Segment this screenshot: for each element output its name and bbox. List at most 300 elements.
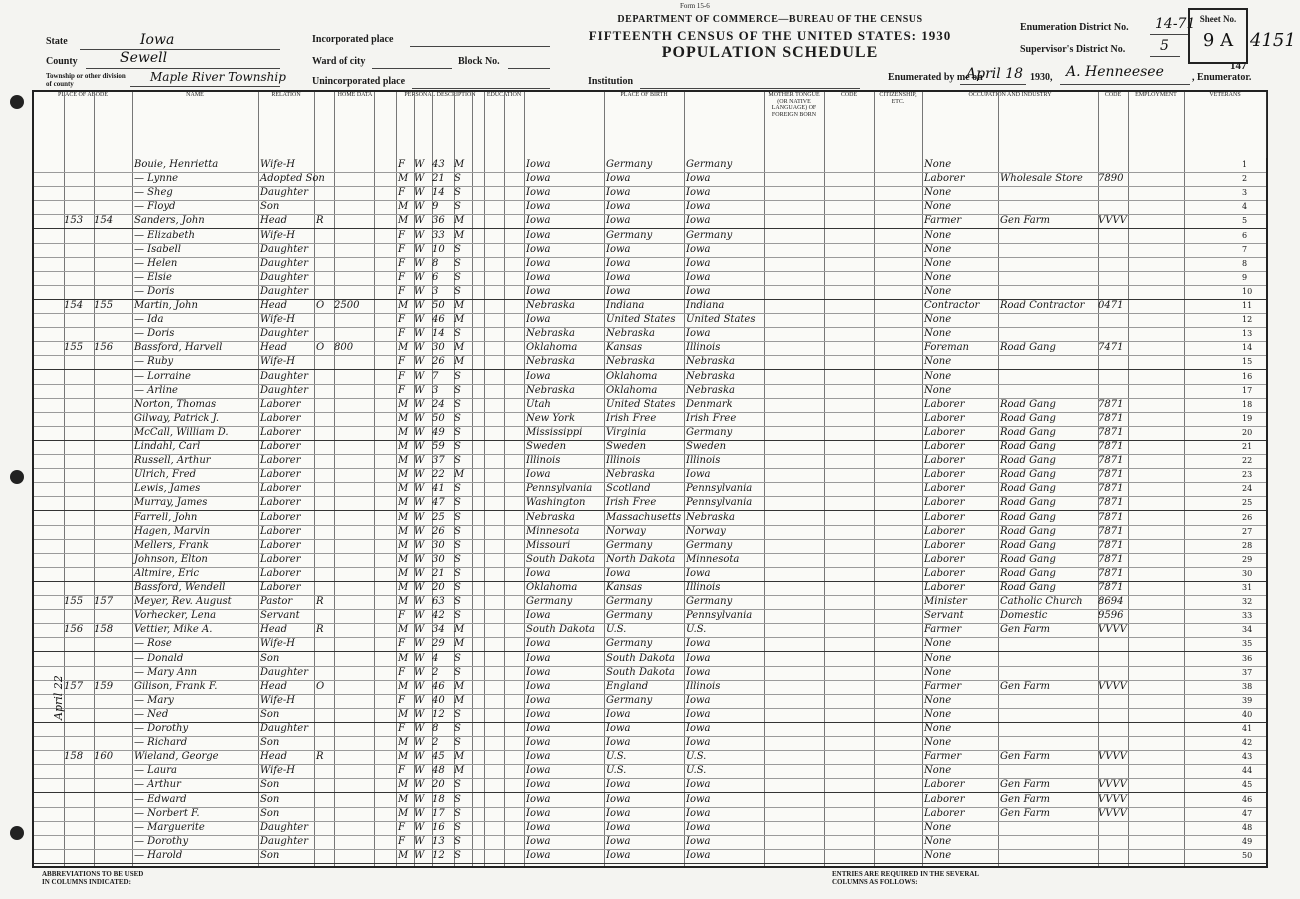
cell-ind (1000, 200, 1096, 214)
line-number: 45 (1242, 780, 1253, 790)
cell-father: Germany (606, 539, 653, 551)
cell-fam (94, 694, 130, 708)
cell-rel: Son (260, 807, 280, 819)
cell-mother: Indiana (686, 300, 725, 311)
line-number: 6 (1242, 230, 1248, 240)
line-number: 47 (1242, 808, 1253, 818)
cell-fam (94, 525, 130, 539)
cell-birth: Nebraska (526, 511, 575, 523)
cell-dw (64, 581, 92, 595)
cell-race: W (414, 723, 425, 734)
cell-ind (1000, 666, 1096, 680)
table-row (34, 257, 1266, 272)
cell-ms: S (454, 610, 461, 622)
cell-own (316, 553, 334, 567)
cell-ind (1000, 229, 1096, 243)
cell-code (1098, 722, 1128, 736)
cell-father: Iowa (606, 257, 631, 269)
cell-race: W (414, 441, 425, 452)
cell-name: — Harold (134, 849, 183, 861)
cell-own (316, 313, 334, 327)
cell-age: 46 (432, 680, 445, 692)
cell-mother: Iowa (686, 708, 711, 720)
line-number: 28 (1242, 540, 1253, 550)
cell-mother: Iowa (686, 835, 711, 847)
cell-name: — Norbert F. (134, 807, 200, 819)
cell-code (1098, 229, 1128, 243)
cell-birth: Iowa (526, 765, 551, 777)
cell-father: North Dakota (606, 553, 676, 565)
line-number: 32 (1242, 597, 1253, 607)
cell-sex: M (398, 624, 409, 636)
col-veterans: VETERANS (1184, 92, 1267, 158)
cell-sex: M (398, 342, 409, 354)
cell-rel: Daughter (260, 723, 308, 734)
cell-ms: S (454, 807, 461, 819)
table-row (34, 355, 1266, 370)
cell-val (334, 553, 370, 567)
cell-code (1098, 355, 1128, 369)
line-number: 2 (1242, 174, 1248, 184)
cell-rel: Daughter (260, 835, 308, 847)
cell-father: Germany (606, 610, 653, 622)
cell-age: 48 (432, 765, 445, 777)
cell-race: W (414, 596, 425, 608)
cell-father: U.S. (606, 765, 627, 777)
line-number: 23 (1242, 470, 1253, 480)
cell-own (316, 496, 334, 510)
cell-code: VVVV (1098, 807, 1127, 819)
cell-father: Norway (606, 525, 646, 537)
cell-sex: M (398, 737, 409, 749)
cell-dw (64, 666, 92, 680)
block-label: Block No. (458, 56, 500, 67)
cell-mother: Iowa (686, 652, 711, 664)
cell-name: — Sheg (134, 187, 173, 199)
cell-val (334, 243, 370, 257)
cell-father: Iowa (606, 271, 631, 283)
cell-father: Kansas (606, 342, 643, 354)
line-number: 29 (1242, 554, 1253, 564)
line-number: 3 (1242, 188, 1248, 198)
cell-fam: 158 (94, 624, 114, 636)
cell-sex: F (398, 187, 405, 199)
cell-rel: Head (260, 300, 288, 311)
cell-dw (64, 370, 92, 384)
cell-mother: Nebraska (686, 511, 735, 523)
cell-birth: Iowa (526, 610, 551, 622)
cell-mother: Iowa (686, 187, 711, 199)
cell-mother: Iowa (686, 821, 711, 833)
cell-sex: M (398, 793, 409, 805)
cell-name: — Arthur (134, 779, 181, 791)
cell-ms: S (454, 652, 461, 664)
table-row (34, 271, 1266, 286)
col-name: NAME (132, 92, 259, 158)
table-row (34, 327, 1266, 342)
cell-birth: Iowa (526, 173, 551, 185)
cell-ms: S (454, 328, 461, 340)
cell-val (334, 398, 370, 412)
cell-fam (94, 384, 130, 398)
cell-father: Iowa (606, 173, 631, 185)
cell-birth: Iowa (526, 215, 551, 227)
cell-ind: Road Gang (1000, 497, 1056, 509)
cell-fam (94, 313, 130, 327)
cell-own (316, 609, 334, 623)
line-number: 43 (1242, 752, 1253, 762)
line-number: 8 (1242, 258, 1248, 268)
cell-own (316, 807, 334, 821)
cell-rel: Son (260, 652, 280, 664)
cell-birth: Missouri (526, 539, 571, 551)
cell-dw (64, 468, 92, 482)
cell-father: United States (606, 398, 676, 410)
supervisor-label: Supervisor's District No. (1020, 44, 1126, 55)
cell-occ: None (924, 187, 952, 199)
cell-fam (94, 158, 130, 172)
enumerator-label: , Enumerator. (1192, 72, 1252, 83)
enumerator-signature: A. Henneesee (1066, 64, 1164, 80)
cell-birth: Iowa (526, 666, 551, 678)
cell-sex: F (398, 271, 405, 283)
line-number: 16 (1242, 371, 1253, 381)
cell-ind: Road Gang (1000, 412, 1056, 424)
cell-sex: M (398, 849, 409, 861)
line-number: 21 (1242, 442, 1253, 451)
cell-birth: Iowa (526, 187, 551, 199)
cell-birth: Nebraska (526, 384, 575, 396)
cell-own: R (316, 624, 324, 636)
cell-rel: Head (260, 342, 288, 354)
cell-own (316, 652, 334, 666)
cell-own (316, 398, 334, 412)
cell-ind: Road Gang (1000, 511, 1056, 523)
cell-ms: M (454, 314, 465, 326)
cell-name: — Richard (134, 737, 188, 749)
cell-ind (1000, 637, 1096, 651)
cell-code (1098, 708, 1128, 722)
cell-dw (64, 835, 92, 849)
cell-name: — Arline (134, 384, 178, 396)
cell-rel: Son (260, 793, 280, 805)
cell-ind: Road Gang (1000, 539, 1056, 551)
footer (32, 866, 1264, 896)
col-code: CODE (824, 92, 875, 158)
cell-own (316, 821, 334, 835)
cell-rel: Son (260, 849, 280, 861)
institution-label: Institution (588, 76, 634, 87)
table-row (34, 511, 1266, 526)
table-row (34, 793, 1266, 808)
cell-fam (94, 764, 130, 778)
cell-father: Sweden (606, 441, 647, 452)
cell-race: W (414, 751, 425, 763)
cell-dw (64, 821, 92, 835)
cell-own: R (316, 751, 324, 763)
cell-rel: Laborer (260, 441, 301, 452)
line-number: 19 (1242, 413, 1253, 423)
cell-rel: Daughter (260, 257, 308, 269)
cell-dw: 153 (64, 215, 84, 227)
cell-name: Farrell, John (134, 511, 198, 523)
cell-sex: F (398, 821, 405, 833)
cell-dw (64, 412, 92, 426)
cell-code (1098, 652, 1128, 666)
cell-own: O (316, 680, 325, 692)
cell-dw (64, 426, 92, 440)
cell-rel: Wife-H (260, 765, 296, 777)
cell-dw: 157 (64, 680, 84, 692)
cell-mother: Germany (686, 159, 733, 170)
cell-name: — Ruby (134, 356, 174, 368)
cell-ind: Road Gang (1000, 455, 1056, 467)
cell-own (316, 736, 334, 750)
enumerated-year: 1930, (1030, 72, 1053, 83)
cell-age: 21 (432, 567, 445, 579)
cell-occ: Laborer (924, 173, 965, 185)
page-number: 147 (1230, 60, 1247, 72)
cell-val (334, 440, 370, 454)
cell-race: W (414, 779, 425, 791)
cell-ind (1000, 327, 1096, 341)
cell-age: 4 (432, 652, 439, 664)
cell-own (316, 849, 334, 863)
cell-sex: M (398, 779, 409, 791)
cell-ms: S (454, 567, 461, 579)
cell-age: 26 (432, 356, 445, 368)
cell-sex: F (398, 159, 405, 170)
cell-birth: Iowa (526, 849, 551, 861)
sheet-number-box (1188, 8, 1248, 64)
cell-name: — Isabell (134, 243, 181, 255)
cell-own (316, 285, 334, 299)
cell-code: VVVV (1098, 680, 1127, 692)
cell-ms: M (454, 680, 465, 692)
cell-code: 7871 (1098, 455, 1124, 467)
cell-ind (1000, 186, 1096, 200)
cell-sex: M (398, 680, 409, 692)
table-row (34, 285, 1266, 300)
cell-father: Iowa (606, 835, 631, 847)
cell-own: R (316, 596, 324, 608)
cell-father: Iowa (606, 821, 631, 833)
cell-birth: Oklahoma (526, 342, 578, 354)
cell-age: 8 (432, 257, 439, 269)
col-citizenship: CITIZENSHIP, ETC. (874, 92, 923, 158)
cell-mother: Illinois (686, 342, 721, 354)
table-row (34, 539, 1266, 554)
cell-ms: S (454, 511, 461, 523)
cell-age: 13 (432, 835, 445, 847)
cell-own (316, 412, 334, 426)
line-number: 15 (1242, 357, 1253, 367)
cell-own: O (316, 300, 325, 311)
cell-val (334, 412, 370, 426)
cell-father: U.S. (606, 751, 627, 763)
cell-dw (64, 229, 92, 243)
cell-rel: Head (260, 680, 288, 692)
cell-ms: S (454, 370, 461, 382)
cell-dw (64, 482, 92, 496)
cell-fam: 155 (94, 300, 114, 311)
table-row (34, 652, 1266, 667)
cell-race: W (414, 314, 425, 326)
cell-sex: M (398, 807, 409, 819)
cell-age: 2 (432, 666, 439, 678)
schedule-title: POPULATION SCHEDULE (661, 44, 879, 61)
cell-code: VVVV (1098, 779, 1127, 791)
line-number: 22 (1242, 456, 1253, 466)
cell-rel: Laborer (260, 426, 301, 438)
cell-name: Hagen, Marvin (134, 525, 211, 537)
cell-code (1098, 821, 1128, 835)
cell-fam (94, 511, 130, 525)
cell-fam: 157 (94, 596, 114, 608)
cell-birth: South Dakota (526, 553, 595, 565)
cell-rel: Son (260, 708, 280, 720)
cell-occ: Minister (924, 596, 967, 608)
cell-fam (94, 370, 130, 384)
cell-sex: M (398, 441, 409, 452)
cell-code (1098, 736, 1128, 750)
cell-code (1098, 384, 1128, 398)
cell-val (334, 567, 370, 581)
cell-occ: Laborer (924, 469, 965, 481)
cell-name: — Rose (134, 638, 172, 650)
cell-birth: Iowa (526, 243, 551, 255)
cell-name: — Dorothy (134, 723, 189, 734)
cell-age: 59 (432, 441, 445, 452)
cell-race: W (414, 412, 425, 424)
binder-hole (10, 470, 24, 484)
cell-race: W (414, 567, 425, 579)
line-number: 18 (1242, 399, 1253, 409)
cell-dw (64, 807, 92, 821)
cell-occ: None (924, 666, 952, 678)
cell-father: Oklahoma (606, 384, 658, 396)
cell-val (334, 172, 370, 186)
cell-name: Gilway, Patrick J. (134, 412, 220, 424)
cell-rel: Adopted Son (260, 173, 325, 185)
table-row (34, 384, 1266, 399)
cell-code: 8694 (1098, 596, 1124, 608)
cell-occ: None (924, 243, 952, 255)
cell-age: 50 (432, 412, 445, 424)
cell-ms: S (454, 539, 461, 551)
cell-father: Iowa (606, 215, 631, 227)
cell-name: — Mary Ann (134, 666, 198, 678)
cell-fam (94, 708, 130, 722)
sheet-value: 9 A (1202, 30, 1234, 51)
cell-ms: S (454, 737, 461, 749)
cell-code: 0471 (1098, 300, 1124, 311)
cell-occ: Laborer (924, 483, 965, 495)
cell-father: Iowa (606, 779, 631, 791)
cell-ind (1000, 384, 1096, 398)
cell-rel: Son (260, 779, 280, 791)
cell-rel: Daughter (260, 384, 308, 396)
cell-fam (94, 821, 130, 835)
cell-name: — Ned (134, 708, 169, 720)
cell-val (334, 609, 370, 623)
cell-race: W (414, 356, 425, 368)
county-label: County (46, 56, 78, 67)
cell-name: Gilison, Frank F. (134, 680, 218, 692)
cell-age: 6 (432, 271, 439, 283)
cell-sex: F (398, 356, 405, 368)
cell-father: Germany (606, 159, 653, 170)
cell-father: Iowa (606, 793, 631, 805)
cell-ind: Road Gang (1000, 483, 1056, 495)
cell-mother: United States (686, 314, 756, 326)
cell-father: Iowa (606, 849, 631, 861)
cell-rel: Son (260, 201, 280, 213)
cell-ind: Road Gang (1000, 582, 1056, 593)
cell-race: W (414, 469, 425, 481)
cell-val (334, 214, 370, 228)
cell-race: W (414, 525, 425, 537)
cell-val (334, 666, 370, 680)
cell-sex: M (398, 412, 409, 424)
cell-father: Irish Free (606, 412, 657, 424)
cell-ind (1000, 285, 1096, 299)
cell-code (1098, 186, 1128, 200)
cell-val (334, 482, 370, 496)
cell-ms: S (454, 793, 461, 805)
cell-val (334, 496, 370, 510)
enum-district-label: Enumeration District No. (1020, 22, 1129, 33)
cell-own (316, 666, 334, 680)
cell-sex: M (398, 539, 409, 551)
cell-sex: F (398, 370, 405, 382)
cell-rel: Wife-H (260, 694, 296, 706)
cell-sex: F (398, 610, 405, 622)
cell-occ: None (924, 708, 952, 720)
cell-age: 33 (432, 229, 445, 241)
cell-father: England (606, 680, 649, 692)
cell-mother: Pennsylvania (686, 610, 753, 622)
cell-dw (64, 440, 92, 454)
line-number: 17 (1242, 385, 1253, 395)
cell-ind (1000, 694, 1096, 708)
cell-race: W (414, 737, 425, 749)
cell-val (334, 694, 370, 708)
cell-mother: Iowa (686, 567, 711, 579)
cell-race: W (414, 342, 425, 354)
side-note: April 22 (52, 675, 65, 720)
cell-occ: Laborer (924, 412, 965, 424)
cell-dw: 155 (64, 596, 84, 608)
cell-own (316, 327, 334, 341)
cell-rel: Wife-H (260, 229, 296, 241)
cell-dw (64, 637, 92, 651)
cell-own (316, 243, 334, 257)
cell-dw (64, 384, 92, 398)
cell-mother: Iowa (686, 807, 711, 819)
cell-ms: S (454, 553, 461, 565)
cell-dw (64, 496, 92, 510)
line-number: 30 (1242, 568, 1253, 578)
cell-name: Mellers, Frank (134, 539, 209, 551)
cell-birth: Iowa (526, 638, 551, 650)
cell-ms: S (454, 723, 461, 734)
cell-fam (94, 468, 130, 482)
cell-val (334, 807, 370, 821)
table-row (34, 567, 1266, 582)
cell-race: W (414, 624, 425, 636)
cell-sex: F (398, 314, 405, 326)
